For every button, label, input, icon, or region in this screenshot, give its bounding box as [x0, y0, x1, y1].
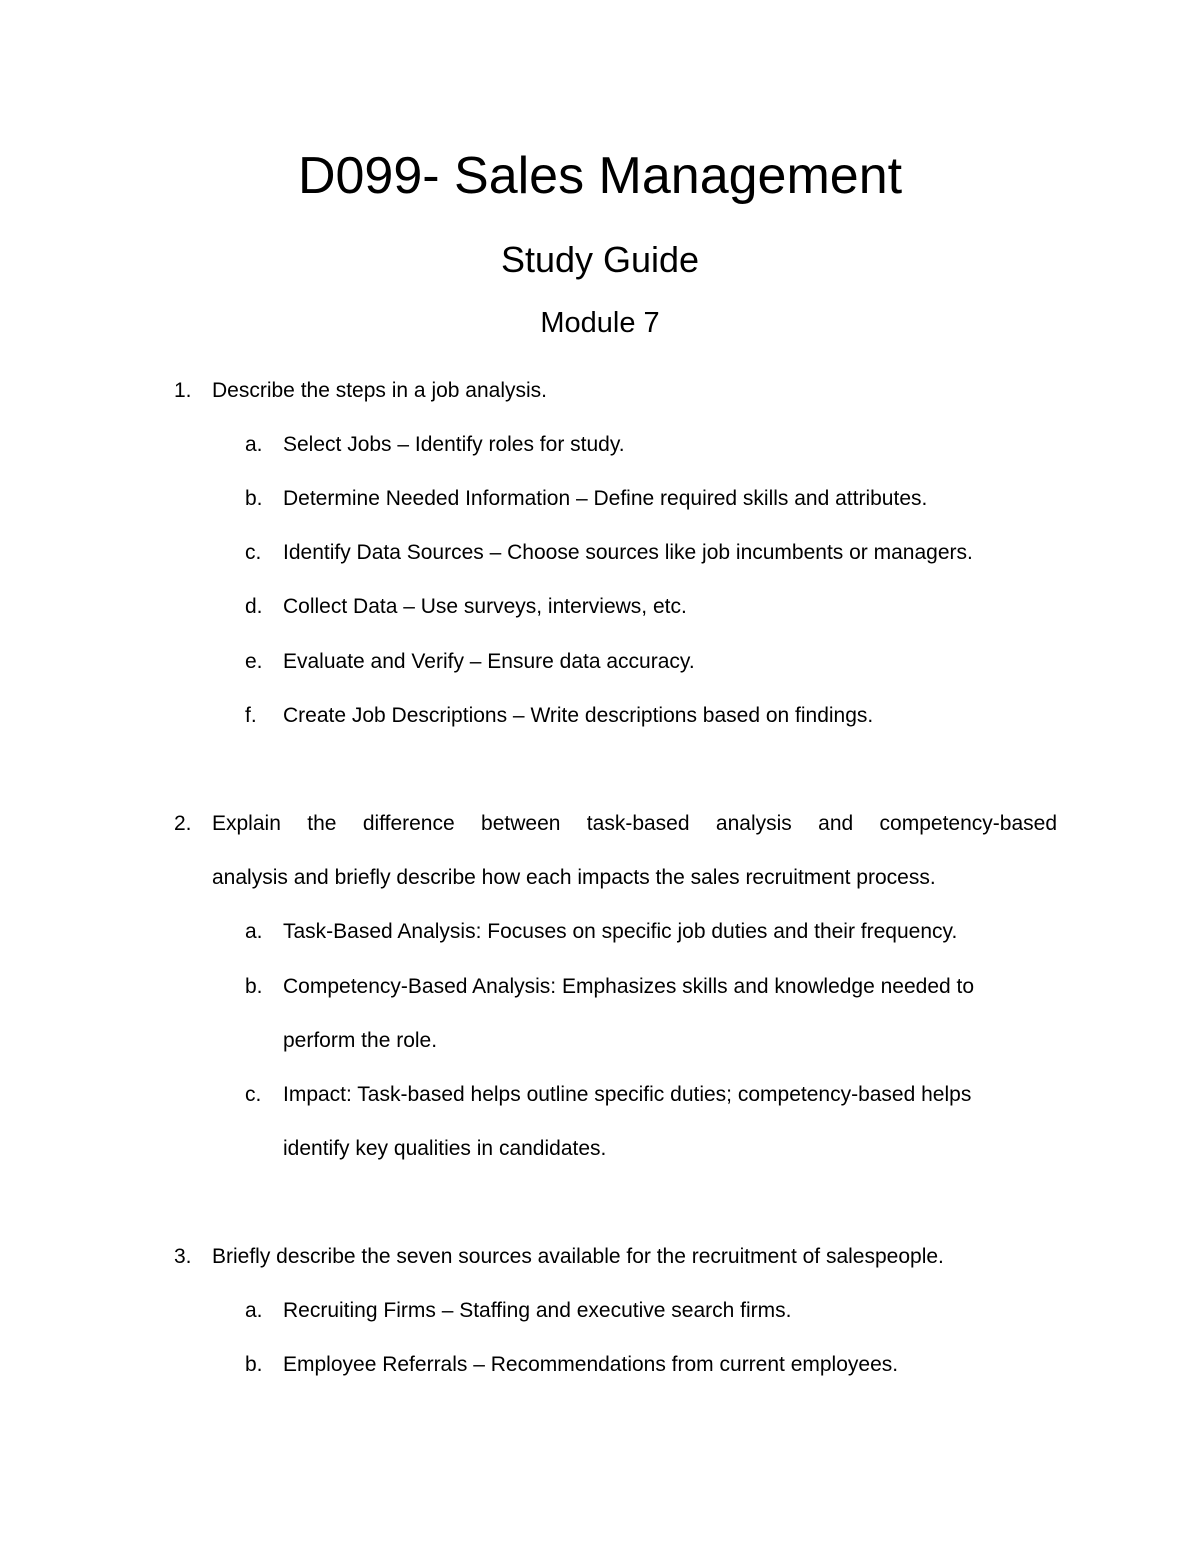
answer-text: Evaluate and Verify – Ensure data accuracy. [283, 650, 695, 673]
answer-text: Impact: Task-based helps outline specific duties; competency-based helps [283, 1083, 972, 1106]
answer-text: Collect Data – Use surveys, interviews, etc. [283, 595, 687, 618]
answer-letter: a. [245, 920, 263, 943]
module-heading: Module 7 [540, 307, 660, 339]
question-number: 1. [174, 379, 192, 402]
answer-text: Employee Referrals – Recommendations from current employees. [283, 1353, 899, 1376]
question-text: Explain the difference between task-based analysis and competency-based [212, 812, 1057, 835]
answer-text: Identify Data Sources – Choose sources like job incumbents or managers. [283, 541, 973, 564]
answer-letter: a. [245, 1299, 263, 1322]
answer-letter: f. [245, 704, 257, 727]
answer-letter: d. [245, 595, 263, 618]
answer-letter: b. [245, 975, 263, 998]
answer-letter: c. [245, 541, 262, 564]
answer-text: Task-Based Analysis: Focuses on specific job duties and their frequency. [283, 920, 958, 943]
answer-letter: b. [245, 487, 263, 510]
document-subtitle: Study Guide [500, 239, 700, 280]
question-number: 2. [174, 812, 192, 835]
answer-letter: a. [245, 433, 263, 456]
answer-letter: e. [245, 650, 263, 673]
answer-text: Recruiting Firms – Staffing and executive search firms. [283, 1299, 792, 1322]
answer-text: Determine Needed Information – Define required skills and attributes. [283, 487, 928, 510]
answer-text: Competency-Based Analysis: Emphasizes skills and knowledge needed to [283, 975, 975, 998]
answer-letter: c. [245, 1083, 262, 1106]
answer-text: Select Jobs – Identify roles for study. [283, 433, 625, 456]
answer-text: Create Job Descriptions – Write descriptions based on findings. [283, 704, 874, 727]
question-number: 3. [174, 1245, 192, 1268]
question-text: Briefly describe the seven sources available for the recruitment of salespeople. [212, 1245, 944, 1268]
answer-text-continued: perform the role. [283, 1029, 438, 1052]
question-text-continued: analysis and briefly describe how each impacts the sales recruitment process. [212, 866, 936, 889]
question-text: Describe the steps in a job analysis. [212, 379, 548, 402]
answer-letter: b. [245, 1353, 263, 1376]
document-title: D099- Sales Management [297, 147, 903, 205]
answer-text-continued: identify key qualities in candidates. [283, 1137, 607, 1160]
